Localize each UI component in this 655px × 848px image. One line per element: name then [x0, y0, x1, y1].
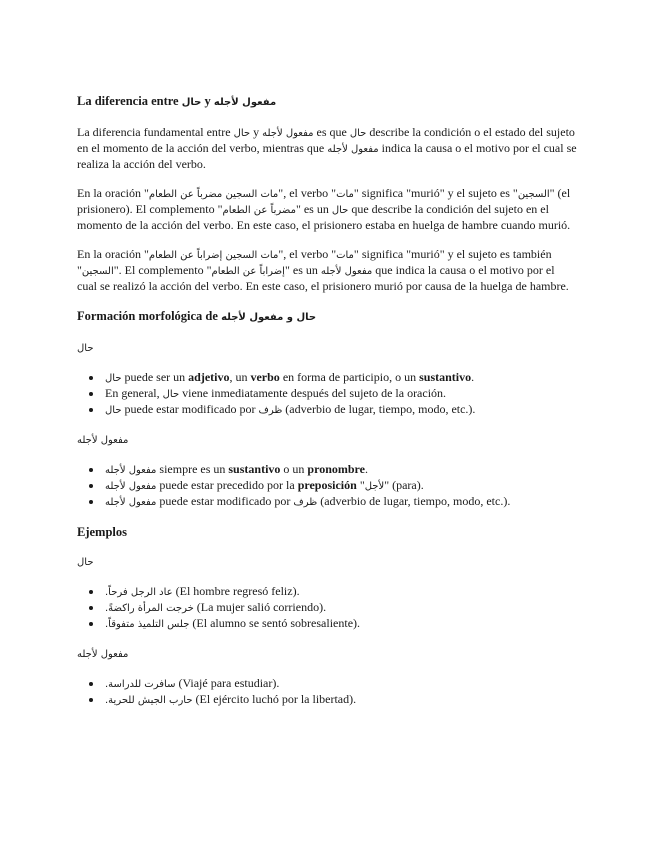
text: . — [364, 462, 368, 476]
text: puede estar modificado por — [121, 402, 259, 416]
bold-term: verbo — [250, 370, 280, 384]
text: puede estar precedido por la — [156, 478, 298, 492]
heading-text: Formación morfológica de — [77, 309, 222, 323]
sublabel-hal — [77, 554, 577, 570]
text: y — [250, 125, 263, 139]
arabic-sentence: جلس التلميذ متفوقاً. — [105, 619, 190, 630]
section-heading-examples: Ejemplos — [77, 525, 127, 539]
text: indica la causa o el motivo por el cual se realiza la acción del verbo. — [77, 141, 577, 171]
text: " (para). — [384, 478, 424, 492]
arabic-term: مفعول لأجله — [320, 266, 373, 277]
text: (adverbio de lugar, tiempo, modo, etc.). — [282, 402, 476, 416]
heading-text: y — [201, 94, 214, 108]
translation: (El hombre regresó feliz). — [172, 584, 300, 598]
text: " significa "murió" y el sujeto es " — [353, 186, 518, 200]
sublabel-mafool — [77, 646, 577, 662]
arabic-term: مفعول لأجله — [262, 128, 314, 139]
text: ". El complemento " — [113, 263, 212, 277]
sublabel-mafool — [77, 432, 577, 448]
list-mafool-examples — [77, 676, 577, 708]
list-item — [105, 584, 577, 600]
text: ", el verbo " — [278, 247, 337, 261]
text: es que — [313, 125, 350, 139]
arabic-term: مات — [336, 250, 354, 261]
text: puede ser un — [121, 370, 189, 384]
list-item — [105, 494, 577, 510]
list-item — [105, 692, 577, 708]
list-item — [105, 402, 577, 418]
text: , un — [229, 370, 251, 384]
heading-text: La diferencia entre — [77, 94, 182, 108]
text: ", el verbo " — [278, 186, 337, 200]
text: describe la condición o el estado del sujeto en el momento de la acción del verbo, mientras que — [77, 125, 575, 155]
text: o un — [280, 462, 308, 476]
arabic-sentence: خرجت المرأة راكضةً. — [105, 603, 194, 614]
arabic-term: لأجل — [364, 481, 385, 492]
arabic-term: حال — [181, 97, 202, 108]
bold-term: pronombre — [307, 462, 365, 476]
arabic-sentence: حارب الجيش للحرية. — [105, 695, 193, 706]
text: " — [356, 478, 365, 492]
arabic-term: ظرف — [258, 405, 283, 416]
text: " es un — [295, 202, 332, 216]
text: (adverbio de lugar, tiempo, modo, etc.). — [317, 494, 511, 508]
arabic-term: حال — [77, 557, 94, 568]
list-item — [105, 676, 577, 692]
arabic-term: حال — [162, 389, 180, 400]
arabic-sentence: عاد الرجل فرحاً. — [105, 587, 173, 598]
bold-term: sustantivo — [419, 370, 472, 384]
document-content — [77, 93, 577, 722]
list-item — [105, 370, 577, 386]
text: en forma de participio, o un — [279, 370, 420, 384]
paragraph-example-hal — [77, 186, 577, 233]
arabic-term: مفعول لأجله — [77, 435, 129, 446]
list-item — [105, 478, 577, 494]
section-heading-morphology — [77, 308, 577, 326]
text: La diferencia fundamental entre — [77, 125, 234, 139]
text: " es un — [284, 263, 321, 277]
translation: (La mujer salió corriendo). — [193, 600, 327, 614]
arabic-term: مفعول لأجله — [105, 497, 157, 508]
paragraph-example-mafool — [77, 247, 577, 294]
arabic-term: مات — [336, 189, 354, 200]
paragraph-difference — [77, 125, 577, 172]
bold-term: preposición — [297, 478, 357, 492]
arabic-term: حال و مفعول لأجله — [221, 312, 317, 323]
list-mafool-rules — [77, 462, 577, 510]
arabic-term: حال — [105, 373, 122, 384]
arabic-term: مفعول لأجله — [213, 97, 277, 108]
text: que describe la condición del sujeto en el momento de la acción del verbo. En este caso, el prisionero estaba en huelga de hambre cuando murió. — [77, 202, 571, 232]
text: viene inmediatamente después del sujeto de la oración. — [179, 386, 447, 400]
translation: (El alumno se sentó sobresaliente). — [189, 616, 361, 630]
arabic-term: مفعول لأجله — [105, 465, 157, 476]
text: puede estar modificado por — [156, 494, 294, 508]
arabic-sentence: مات السجين إضراباً عن الطعام — [148, 250, 279, 261]
sublabel-hal — [77, 340, 577, 356]
arabic-sentence: مات السجين مضرباً عن الطعام — [148, 189, 279, 200]
text: que indica la causa o el motivo por el cual se realizó la acción del verbo. En este caso, el prisionero murió por causa de la huelga de hambre. — [77, 263, 569, 293]
arabic-phrase: مضرباً عن الطعام — [222, 205, 296, 216]
list-item — [105, 462, 577, 478]
text: En la oración " — [77, 247, 149, 261]
arabic-term: حال — [233, 128, 251, 139]
list-hal-rules — [77, 370, 577, 418]
arabic-term: مفعول لأجله — [327, 144, 379, 155]
text: " significa "murió" y el sujeto es también " — [77, 247, 552, 277]
arabic-sentence: سافرت للدراسة. — [105, 679, 176, 690]
text: En la oración " — [77, 186, 149, 200]
arabic-term: حال — [331, 205, 349, 216]
arabic-term: حال — [105, 405, 122, 416]
bold-term: sustantivo — [228, 462, 281, 476]
arabic-term: ظرف — [293, 497, 318, 508]
arabic-term: السجين — [81, 266, 114, 277]
bold-term: adjetivo — [188, 370, 230, 384]
translation: (El ejército luchó por la libertad). — [192, 692, 357, 706]
list-item — [105, 616, 577, 632]
text: " (el prisionero). El complemento " — [77, 186, 571, 216]
text: siempre es un — [156, 462, 229, 476]
arabic-term: مفعول لأجله — [77, 649, 129, 660]
arabic-term: السجين — [517, 189, 550, 200]
text: . — [471, 370, 475, 384]
list-item — [105, 386, 577, 402]
list-hal-examples — [77, 584, 577, 632]
translation: (Viajé para estudiar). — [175, 676, 280, 690]
arabic-term: حال — [77, 343, 94, 354]
arabic-phrase: إضراباً عن الطعام — [211, 266, 285, 277]
section-heading-difference — [77, 93, 577, 111]
list-item — [105, 600, 577, 616]
arabic-term: مفعول لأجله — [105, 481, 157, 492]
arabic-term: حال — [349, 128, 367, 139]
text: En general, — [105, 386, 163, 400]
